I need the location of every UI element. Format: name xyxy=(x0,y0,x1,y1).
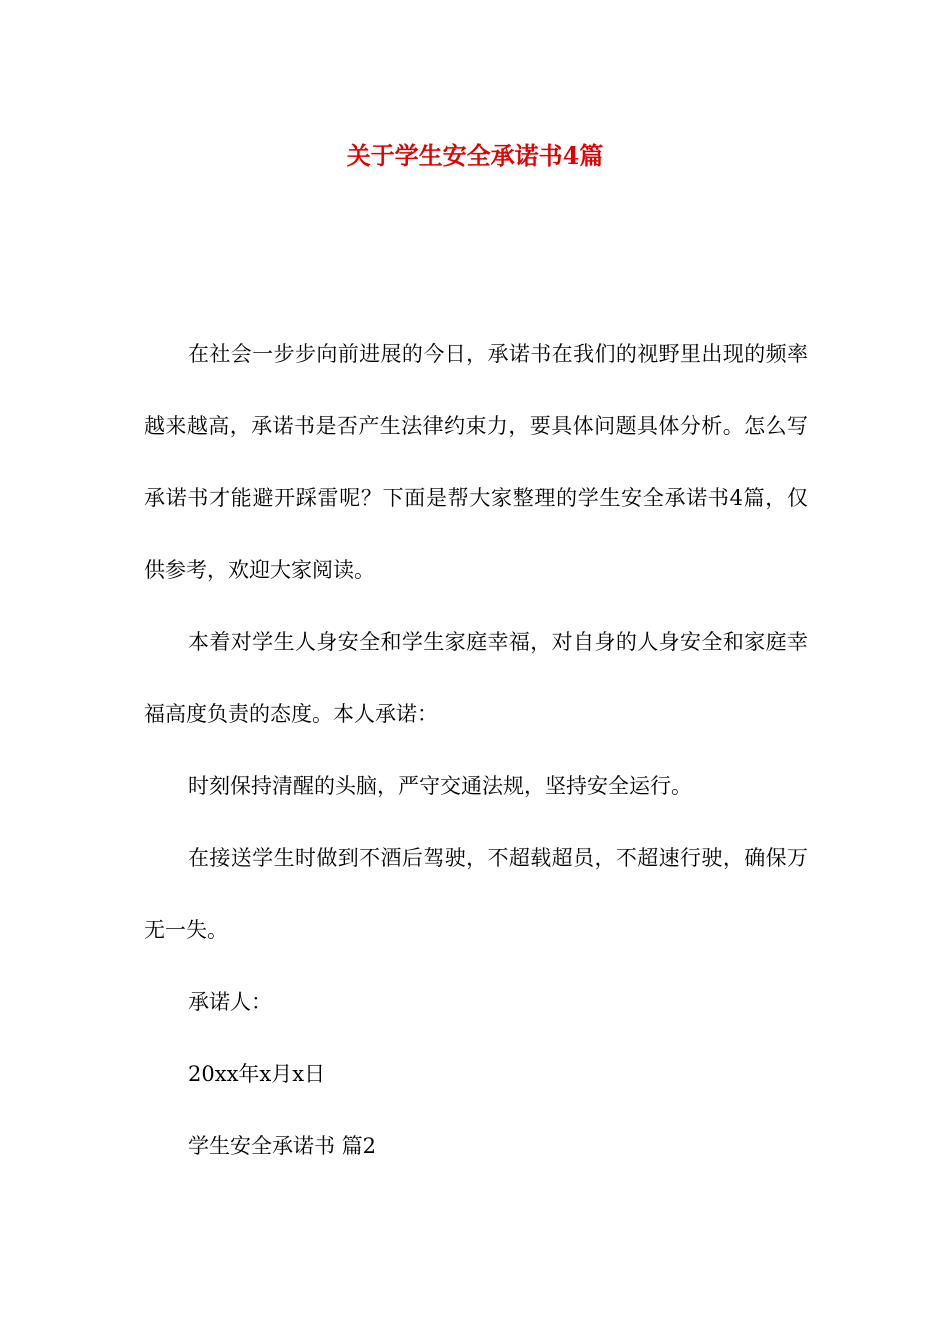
signatory-label: 承诺人： xyxy=(188,990,272,1014)
section-heading: 学生安全承诺书 篇2 xyxy=(188,1134,377,1158)
document-title: 关于学生安全承诺书4篇 xyxy=(346,141,604,170)
commitment-paragraph: 本着对学生人身安全和学生家庭幸福，对自身的人身安全和家庭幸福高度负责的态度。本人承诺： xyxy=(144,630,808,726)
commitment-item-2: 在接送学生时做到不酒后驾驶，不超载超员，不超速行驶，确保万无一失。 xyxy=(144,846,808,942)
commitment-item-1: 时刻保持清醒的头脑，严守交通法规，坚持安全运行。 xyxy=(188,774,692,798)
intro-paragraph: 在社会一步步向前进展的今日，承诺书在我们的视野里出现的频率越来越高，承诺书是否产生法律约束力，要具体问题具体分析。怎么写承诺书才能避开踩雷呢？下面是帮大家整理的学生安全承诺书4篇，仅供参考，欢迎大家阅读。 xyxy=(144,342,808,582)
document-body xyxy=(144,318,808,1182)
date-line: 20xx年x月x日 xyxy=(188,1062,326,1086)
